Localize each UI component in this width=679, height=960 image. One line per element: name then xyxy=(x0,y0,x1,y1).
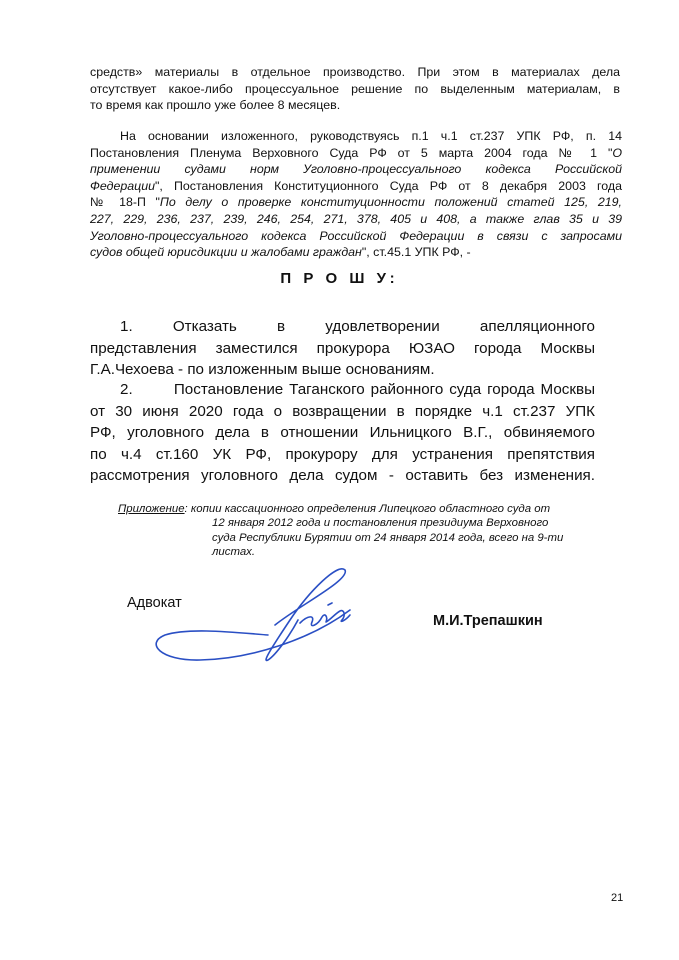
signer-role: Адвокат xyxy=(127,595,182,611)
request-item-2 xyxy=(90,379,595,487)
text-line: РФ, уголовного дела в отношении Ильницкого В.Г., обвиняемого xyxy=(90,424,595,441)
appendix-label: Приложение xyxy=(118,503,185,515)
text-line: 1. Отказать в удовлетворении апелляционного xyxy=(120,318,595,335)
text-line: отсутствует какое-либо процессуальное решение по выделенным материалам, в xyxy=(90,81,620,96)
text-line: Уголовно-процессуального кодекса Российской Федерации в связи с запросами xyxy=(90,228,622,243)
text-line: от 30 июня 2020 года о возвращении в порядке ч.1 ст.237 УПК xyxy=(90,402,595,420)
text-line: то время как прошло уже более 8 месяцев. xyxy=(90,98,341,113)
paragraph-grounds xyxy=(90,128,622,261)
appendix-line: суда Республики Бурятии от 24 января 2014 года, всего на 9-ти xyxy=(212,531,564,544)
text-line: Постановления Пленума Верховного Суда РФ от 5 марта 2004 года № 1 "О xyxy=(90,145,622,160)
text-line: по ч.4 ст.160 УК РФ, прокурору для устранения препятствия xyxy=(90,445,595,463)
request-heading: П Р О Ш У: xyxy=(280,270,399,287)
text-line: судов общей юрисдикции и жалобами граждан", ст.45.1 УПК РФ, - xyxy=(90,245,471,260)
request-item-1 xyxy=(90,316,595,381)
text-line: представления заместился прокурора ЮЗАО города Москвы xyxy=(90,339,595,357)
appendix-block xyxy=(118,502,618,560)
text-line: рассмотрения уголовного дела судом - оставить без изменения. xyxy=(90,467,595,484)
text-line: 2. Постановление Таганского районного суда города Москвы xyxy=(120,381,595,398)
text-line: Федерации", Постановления Конституционного Суда РФ от 8 декабря 2003 года xyxy=(90,178,622,193)
text-line: На основании изложенного, руководствуясь п.1 ч.1 ст.237 УПК РФ, п. 14 xyxy=(120,129,622,143)
signer-name: М.И.Трепашкин xyxy=(433,613,543,629)
appendix-line: 12 января 2012 года и постановления президиума Верховного xyxy=(212,517,549,530)
text-line: 227, 229, 236, 237, 239, 246, 254, 271, 378, 405 и 408, а также глав 35 и 39 xyxy=(90,211,622,226)
paragraph-continuation xyxy=(90,64,620,114)
text-line: Г.А.Чехоева - по изложенным выше основаниям. xyxy=(90,361,435,378)
text-line: № 18-П "По делу о проверке конституционности положений статей 125, 219, xyxy=(90,195,623,210)
text-line: средств» материалы в отдельное производство. При этом в материалах дела xyxy=(90,65,620,79)
text-line: применении судами норм Уголовно-процессуального кодекса Российской xyxy=(90,162,622,177)
appendix-line: Приложение: копии кассационного определения Липецкого областного суда от xyxy=(118,503,551,515)
page-number: 21 xyxy=(611,892,624,904)
appendix-line: листах. xyxy=(212,546,256,559)
handwritten-signature xyxy=(150,565,370,670)
